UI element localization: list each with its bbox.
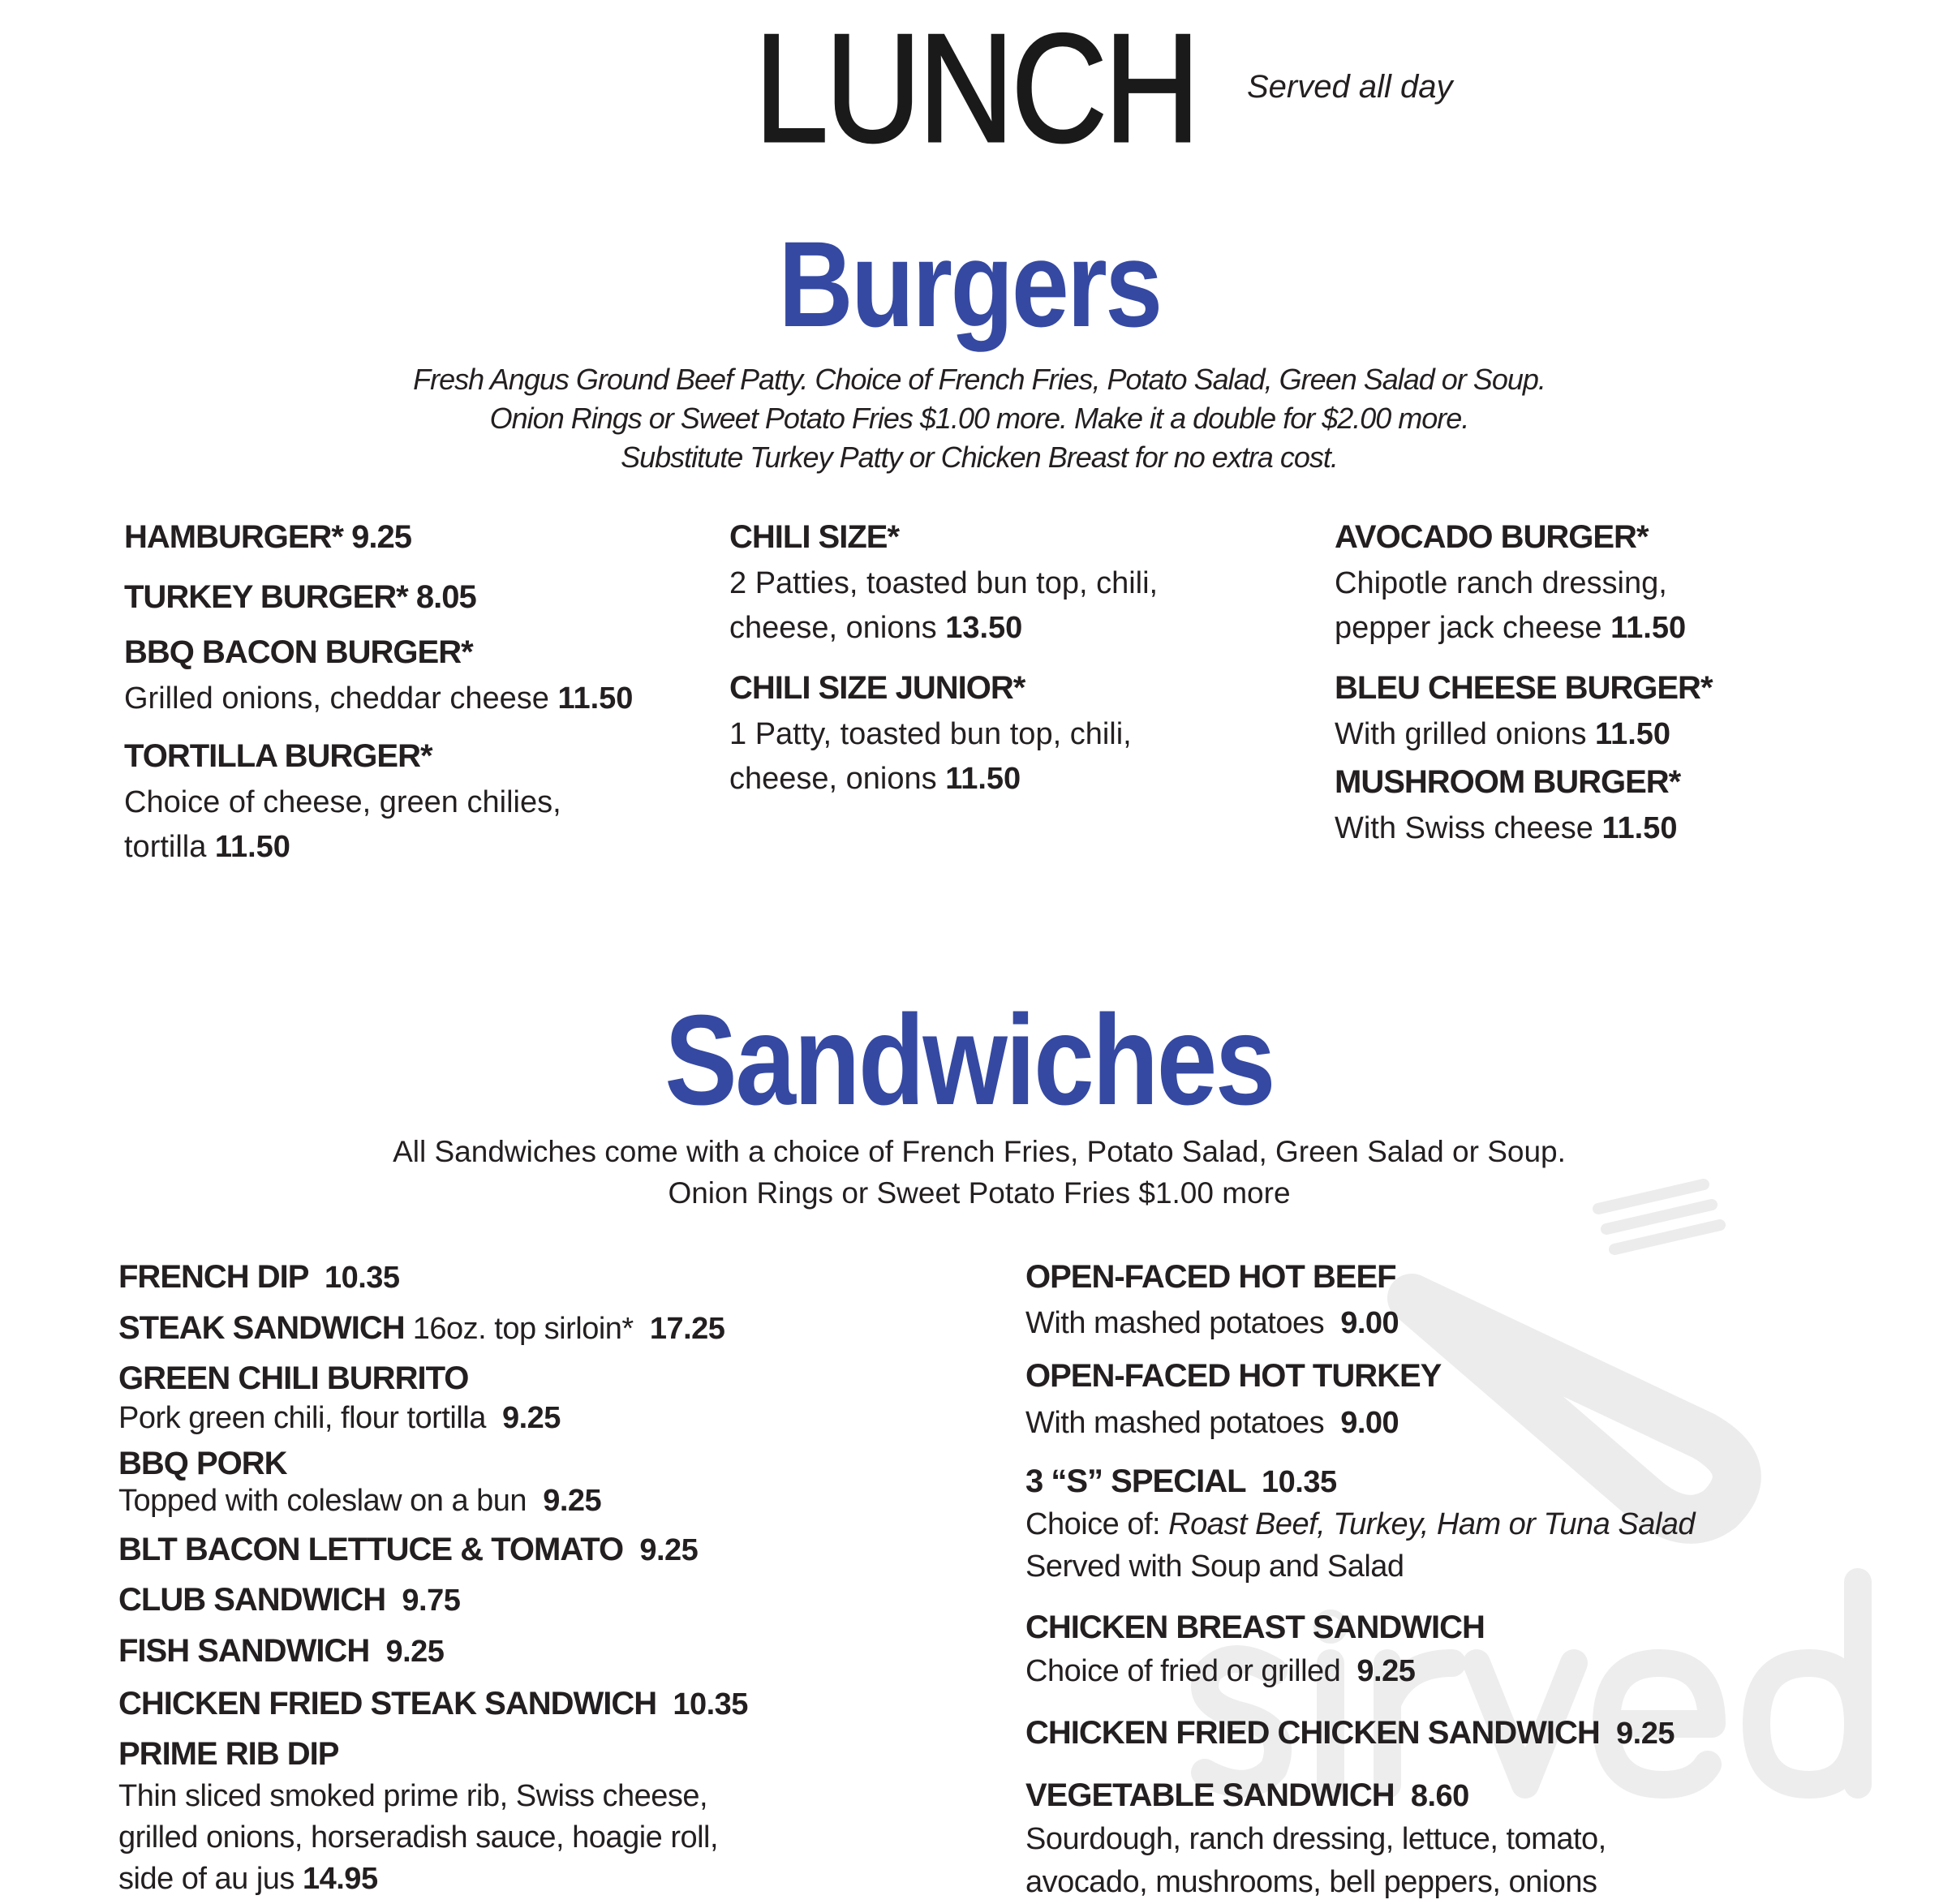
item-description (729, 712, 1132, 758)
item-heading (118, 1734, 718, 1776)
item-price: 10.35 (324, 1261, 400, 1295)
intro-line: All Sandwiches come with a choice of French Fries, Potato Salad, Green Salad or Soup. (393, 1135, 1566, 1168)
item-price: 17.25 (649, 1312, 725, 1346)
item-description (1025, 1545, 1695, 1588)
item-description (124, 677, 633, 722)
menu-item (118, 1359, 561, 1438)
item-price: 10.35 (673, 1687, 748, 1721)
item-text: Served with Soup and Salad (1025, 1549, 1404, 1584)
menu-item (1025, 1460, 1695, 1588)
item-text: Choice of fried or grilled (1025, 1653, 1357, 1688)
section-title-text: Sandwiches (664, 989, 1275, 1132)
menu-item (118, 1580, 460, 1621)
section-title-text: Burgers (778, 216, 1161, 352)
menu-item (1025, 1712, 1675, 1756)
menu-title: LUNCH (755, 2, 1197, 174)
item-description (729, 757, 1132, 802)
menu-item (118, 1631, 444, 1672)
item-price: 9.00 (1340, 1405, 1399, 1440)
item-name: CHICKEN BREAST SANDWICH (1025, 1609, 1485, 1645)
item-price: 9.25 (1356, 1653, 1416, 1688)
item-heading (1025, 1606, 1485, 1650)
item-name: HAMBURGER* 9.25 (124, 519, 411, 556)
item-heading (1025, 1353, 1441, 1400)
item-description (1025, 1861, 1606, 1904)
sandwiches-intro (0, 1131, 1939, 1214)
menu-item (1335, 666, 1713, 757)
item-name: TURKEY BURGER* 8.05 (124, 579, 476, 616)
item-price: 14.95 (302, 1861, 378, 1896)
item-price: 11.50 (214, 830, 290, 865)
item-text: 2 Patties, toasted bun top, chili, (729, 565, 1159, 600)
item-price: 11.50 (557, 681, 634, 716)
item-text: Topped with coleslaw on a bun (118, 1483, 544, 1518)
item-text: Roast Beef, Turkey, Ham or Tuna Salad (1168, 1507, 1696, 1541)
item-name: CHICKEN FRIED STEAK SANDWICH (118, 1686, 673, 1721)
item-heading (124, 734, 561, 780)
item-price: 9.25 (543, 1483, 602, 1518)
intro-line: Substitute Turkey Patty or Chicken Breast for no extra cost. (621, 441, 1338, 474)
item-name: PRIME RIB DIP (118, 1735, 339, 1772)
item-text: With grilled onions (1335, 716, 1596, 751)
item-text: Grilled onions, cheddar cheese (124, 681, 558, 716)
item-name: AVOCADO BURGER* (1335, 519, 1649, 556)
item-heading (1025, 1460, 1695, 1503)
item-heading (124, 575, 476, 621)
item-heading (1335, 515, 1686, 561)
item-text: With mashed potatoes (1025, 1405, 1341, 1440)
item-heading (729, 666, 1132, 712)
menu-item (124, 734, 561, 870)
item-description (1335, 712, 1713, 758)
item-name: CLUB SANDWICH (118, 1582, 402, 1618)
item-description (729, 606, 1158, 651)
intro-line: Onion Rings or Sweet Potato Fries $1.00 more (668, 1176, 1291, 1210)
item-text: avocado, mushrooms, bell peppers, onions (1025, 1864, 1597, 1899)
item-name: VEGETABLE SANDWICH (1025, 1777, 1411, 1813)
item-name: TORTILLA BURGER* (124, 738, 432, 775)
item-description (1025, 1300, 1399, 1346)
menu-item (124, 630, 633, 721)
item-description (729, 561, 1158, 607)
menu-item (1025, 1353, 1441, 1446)
item-text: grilled onions, horseradish sauce, hoagie roll, (118, 1820, 719, 1855)
item-heading (118, 1359, 561, 1399)
item-heading (118, 1683, 748, 1725)
item-heading (729, 515, 1158, 561)
item-name: BLT BACON LETTUCE & TOMATO (118, 1532, 640, 1567)
item-heading (1025, 1254, 1399, 1300)
menu-item (118, 1734, 718, 1900)
item-price: 8.60 (1410, 1778, 1469, 1813)
item-price: 9.25 (639, 1533, 699, 1567)
item-price: 9.75 (402, 1584, 461, 1618)
item-name: GREEN CHILI BURRITO (118, 1360, 469, 1396)
item-heading (1335, 666, 1713, 712)
item-description (1335, 806, 1680, 852)
item-name: MUSHROOM BURGER* (1335, 764, 1681, 801)
menu-item (729, 515, 1158, 651)
item-text: Chipotle ranch dressing, (1335, 565, 1667, 600)
item-heading (1025, 1712, 1675, 1756)
intro-line: Fresh Angus Ground Beef Patty. Choice of French Fries, Potato Salad, Green Salad or Soup. (413, 363, 1546, 396)
item-text: Thin sliced smoked prime rib, Swiss cheese, (118, 1778, 708, 1813)
item-text: side of au jus (118, 1861, 303, 1896)
item-description (118, 1859, 718, 1900)
item-price: 9.25 (385, 1635, 445, 1669)
menu-item (1335, 515, 1686, 651)
menu-item (118, 1529, 698, 1571)
item-text: cheese, onions (729, 611, 946, 646)
item-description (1025, 1818, 1606, 1861)
menu-item (124, 515, 411, 561)
item-description (1025, 1503, 1695, 1545)
item-name: FRENCH DIP (118, 1259, 325, 1295)
item-description (1025, 1650, 1485, 1693)
item-description (124, 825, 561, 870)
item-description (1025, 1400, 1441, 1446)
item-text: Choice of cheese, green chilies, (124, 784, 561, 819)
burgers-intro (0, 360, 1939, 477)
item-description (118, 1483, 601, 1519)
item-heading (118, 1529, 698, 1571)
menu-subtitle: Served all day (1247, 69, 1453, 105)
item-text: 1 Patty, toasted bun top, chili, (729, 716, 1132, 751)
item-description (118, 1399, 561, 1438)
item-name: OPEN-FACED HOT TURKEY (1025, 1357, 1442, 1394)
item-heading (118, 1446, 601, 1483)
item-heading (118, 1580, 460, 1621)
menu-item (729, 666, 1132, 802)
menu-item (1335, 760, 1680, 851)
item-text: With Swiss cheese (1335, 810, 1602, 845)
menu-item (1025, 1606, 1485, 1693)
item-text: With mashed potatoes (1025, 1306, 1341, 1340)
item-name: FISH SANDWICH (118, 1633, 386, 1669)
item-heading (124, 515, 411, 561)
item-name: BBQ BACON BURGER* (124, 634, 473, 671)
item-text: Pork green chili, flour tortilla (118, 1401, 502, 1435)
item-name: STEAK SANDWICH (118, 1310, 413, 1346)
menu-item (118, 1683, 748, 1725)
item-price: 11.50 (945, 762, 1021, 797)
item-name: CHILI SIZE JUNIOR* (729, 670, 1025, 707)
item-heading (1025, 1774, 1606, 1818)
menu-item (118, 1308, 724, 1349)
menu-item (118, 1257, 400, 1298)
menu-item (118, 1446, 601, 1519)
item-heading (1335, 760, 1680, 806)
item-heading (118, 1631, 444, 1672)
item-name: BBQ PORK (118, 1445, 287, 1481)
item-price: 13.50 (945, 611, 1023, 646)
item-description (124, 780, 561, 826)
item-name: 3 “S” SPECIAL (1025, 1463, 1262, 1499)
item-text: tortilla (124, 830, 215, 865)
item-text: Sourdough, ranch dressing, lettuce, tomato, (1025, 1821, 1606, 1856)
item-name: CHILI SIZE* (729, 519, 900, 556)
item-text: pepper jack cheese (1335, 611, 1611, 646)
item-name: BLEU CHEESE BURGER* (1335, 670, 1713, 707)
menu-item (1025, 1774, 1606, 1904)
item-description (118, 1817, 718, 1859)
item-text: cheese, onions (729, 762, 946, 797)
item-text: Choice of: (1025, 1507, 1169, 1541)
item-price: 9.25 (1616, 1716, 1675, 1751)
item-price: 11.50 (1602, 810, 1678, 845)
section-title-burgers (0, 216, 1939, 352)
item-name: OPEN-FACED HOT BEEF (1025, 1259, 1396, 1295)
item-name: CHICKEN FRIED CHICKEN SANDWICH (1025, 1714, 1616, 1751)
item-price: 11.50 (1610, 611, 1687, 646)
item-price: 10.35 (1262, 1465, 1337, 1499)
item-heading (118, 1308, 724, 1349)
item-heading (124, 630, 633, 677)
item-price: 11.50 (1595, 716, 1671, 751)
section-title-sandwiches (0, 989, 1939, 1132)
item-description (1335, 561, 1686, 607)
item-price: 9.25 (501, 1401, 561, 1435)
intro-line: Onion Rings or Sweet Potato Fries $1.00 more. Make it a double for $2.00 more. (489, 402, 1469, 435)
item-heading (118, 1257, 400, 1298)
item-price: 9.00 (1340, 1306, 1399, 1340)
item-description (118, 1776, 718, 1817)
item-text: 16oz. top sirloin* (412, 1312, 650, 1346)
menu-item (124, 575, 476, 621)
item-description (1335, 606, 1686, 651)
menu-item (1025, 1254, 1399, 1346)
